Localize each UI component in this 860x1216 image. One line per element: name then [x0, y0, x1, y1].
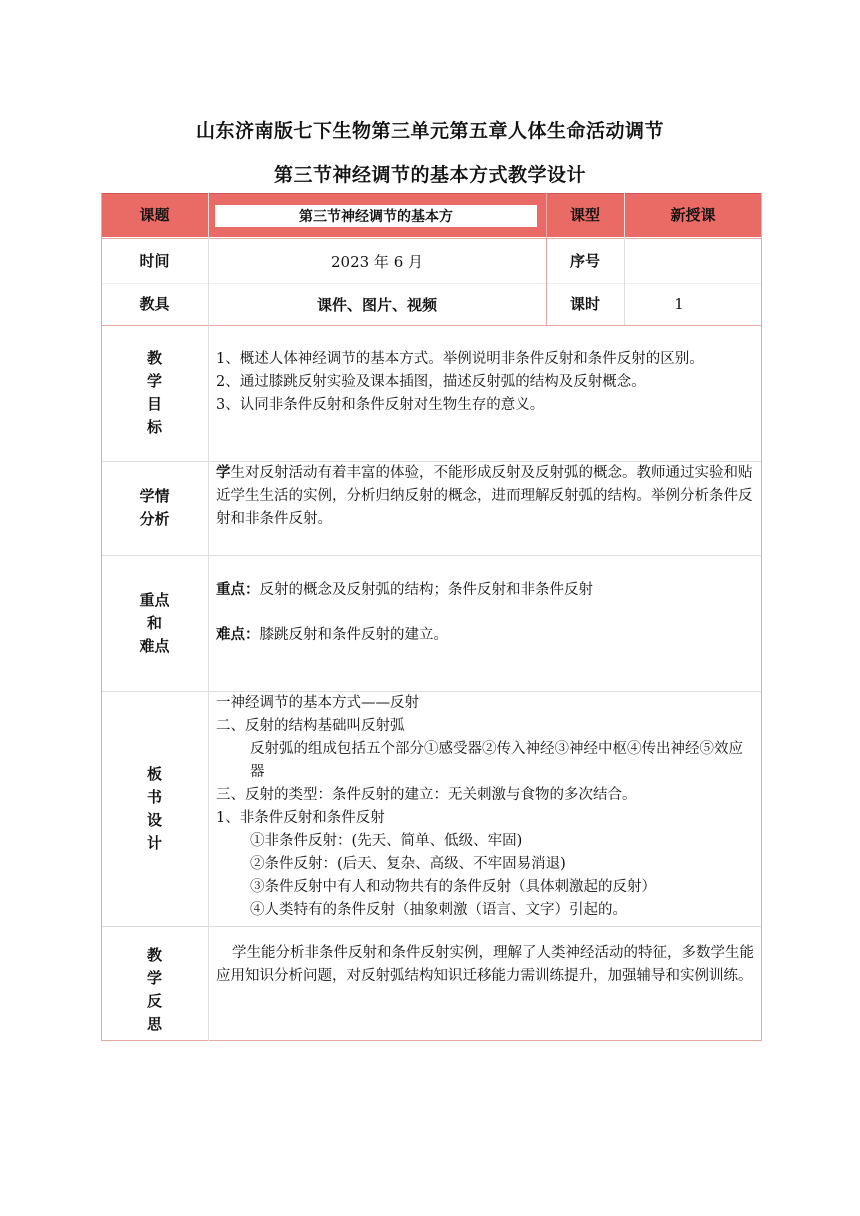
board-line: ①非条件反射：(先天、简单、低级、牢固): [250, 833, 523, 849]
analysis-first-char: 学: [216, 465, 231, 481]
board-line: ②条件反射：(后天、复杂、高级、不牢固易消退): [250, 856, 566, 872]
goals-content: [216, 348, 756, 417]
label-hours: 课时: [569, 294, 600, 313]
goal-item: 3、认同非条件反射和条件反射对生物生存的意义。: [216, 397, 545, 413]
document-title-line1: 山东济南版七下生物第三单元第五章人体生命活动调节: [195, 120, 664, 142]
document-title-line2: 第三节神经调节的基本方式教学设计: [273, 164, 586, 186]
label-reflection-char-2: 学: [146, 968, 162, 987]
label-board-char-3: 设: [146, 810, 162, 829]
board-line: ③条件反射中有人和动物共有的条件反射（具体刺激起的反射）: [250, 879, 656, 895]
analysis-text: 生对反射活动有着丰富的体验，不能形成反射及反射弧的概念。教师通过实验和贴近学生生活的实例，分析归纳反射的概念，进而理解反射弧的结构。举例分析条件反射和非条件反射。: [216, 465, 753, 527]
label-goals: [101, 325, 208, 461]
board-line: 三、反射的类型：条件反射的建立：无关刺激与食物的多次结合。: [216, 787, 637, 803]
tools-value: 课件、图片、视频: [316, 295, 437, 314]
label-goals-char-4: 标: [146, 418, 162, 436]
analysis-content: [216, 462, 756, 531]
difficulty-label: 难点：: [216, 627, 260, 643]
label-focus-line-2: 和: [146, 613, 162, 632]
key-point-label: 重点：: [216, 582, 260, 598]
hours-value: 1: [674, 295, 684, 313]
reflection-text: 学生能分析非条件反射和条件反射实例，理解了人类神经活动的特征，多数学生能应用知识分析问题，对反射弧结构知识迁移能力需训练提升，加强辅导和实例训练。: [216, 945, 754, 984]
label-seq: 序号: [569, 251, 600, 270]
label-board-char-2: 书: [146, 787, 162, 806]
label-topic: 课题: [101, 193, 208, 237]
time-value: 2023 年 6 月: [330, 252, 424, 271]
label-reflection-char-3: 反: [146, 991, 162, 1010]
type-value: 新授课: [624, 193, 762, 237]
label-goals-char-1: 教: [146, 349, 162, 367]
label-focus-line-1: 重点: [139, 590, 170, 609]
label-type: 课型: [546, 193, 624, 237]
label-goals-char-3: 目: [146, 395, 162, 413]
label-analysis-line-2: 分析: [139, 510, 170, 528]
difficulty-text: 膝跳反射和条件反射的建立。: [259, 627, 448, 643]
label-time: 时间: [139, 251, 170, 270]
key-point-text: 反射的概念及反射弧的结构；条件反射和非条件反射: [259, 582, 593, 598]
label-tools: 教具: [139, 294, 170, 313]
board-content: [216, 692, 756, 922]
board-line: 二、反射的结构基础叫反射弧: [216, 718, 405, 734]
goal-item: 1、概述人体神经调节的基本方式。举例说明非条件反射和条件反射的区别。: [216, 351, 704, 367]
label-analysis: [101, 461, 208, 555]
seq-value: [624, 239, 762, 283]
board-line: 反射弧的组成包括五个部分①感受器②传入神经③神经中枢④传出神经⑤效应器: [250, 741, 743, 780]
focus-content: [216, 579, 756, 647]
board-line: ④人类特有的条件反射（抽象刺激（语言、文字）引起的。: [250, 902, 627, 918]
topic-value: 第三节神经调节的基本方: [215, 205, 537, 227]
label-reflection-char-4: 思: [146, 1014, 162, 1033]
label-goals-char-2: 学: [146, 372, 162, 390]
label-board-char-1: 板: [146, 764, 162, 783]
label-board: [101, 691, 208, 926]
label-reflection: [101, 926, 208, 1041]
label-reflection-char-1: 教: [146, 945, 162, 964]
reflection-content: [216, 942, 756, 988]
board-line: 一神经调节的基本方式——反射: [216, 695, 419, 711]
board-line: 1、非条件反射和条件反射: [216, 810, 385, 826]
goal-item: 2、通过膝跳反射实验及课本插图，描述反射弧的结构及反射概念。: [216, 374, 646, 390]
label-board-char-4: 计: [146, 833, 162, 852]
label-analysis-line-1: 学情: [139, 487, 170, 505]
label-focus-line-3: 难点: [139, 636, 170, 655]
label-focus: [101, 555, 208, 691]
